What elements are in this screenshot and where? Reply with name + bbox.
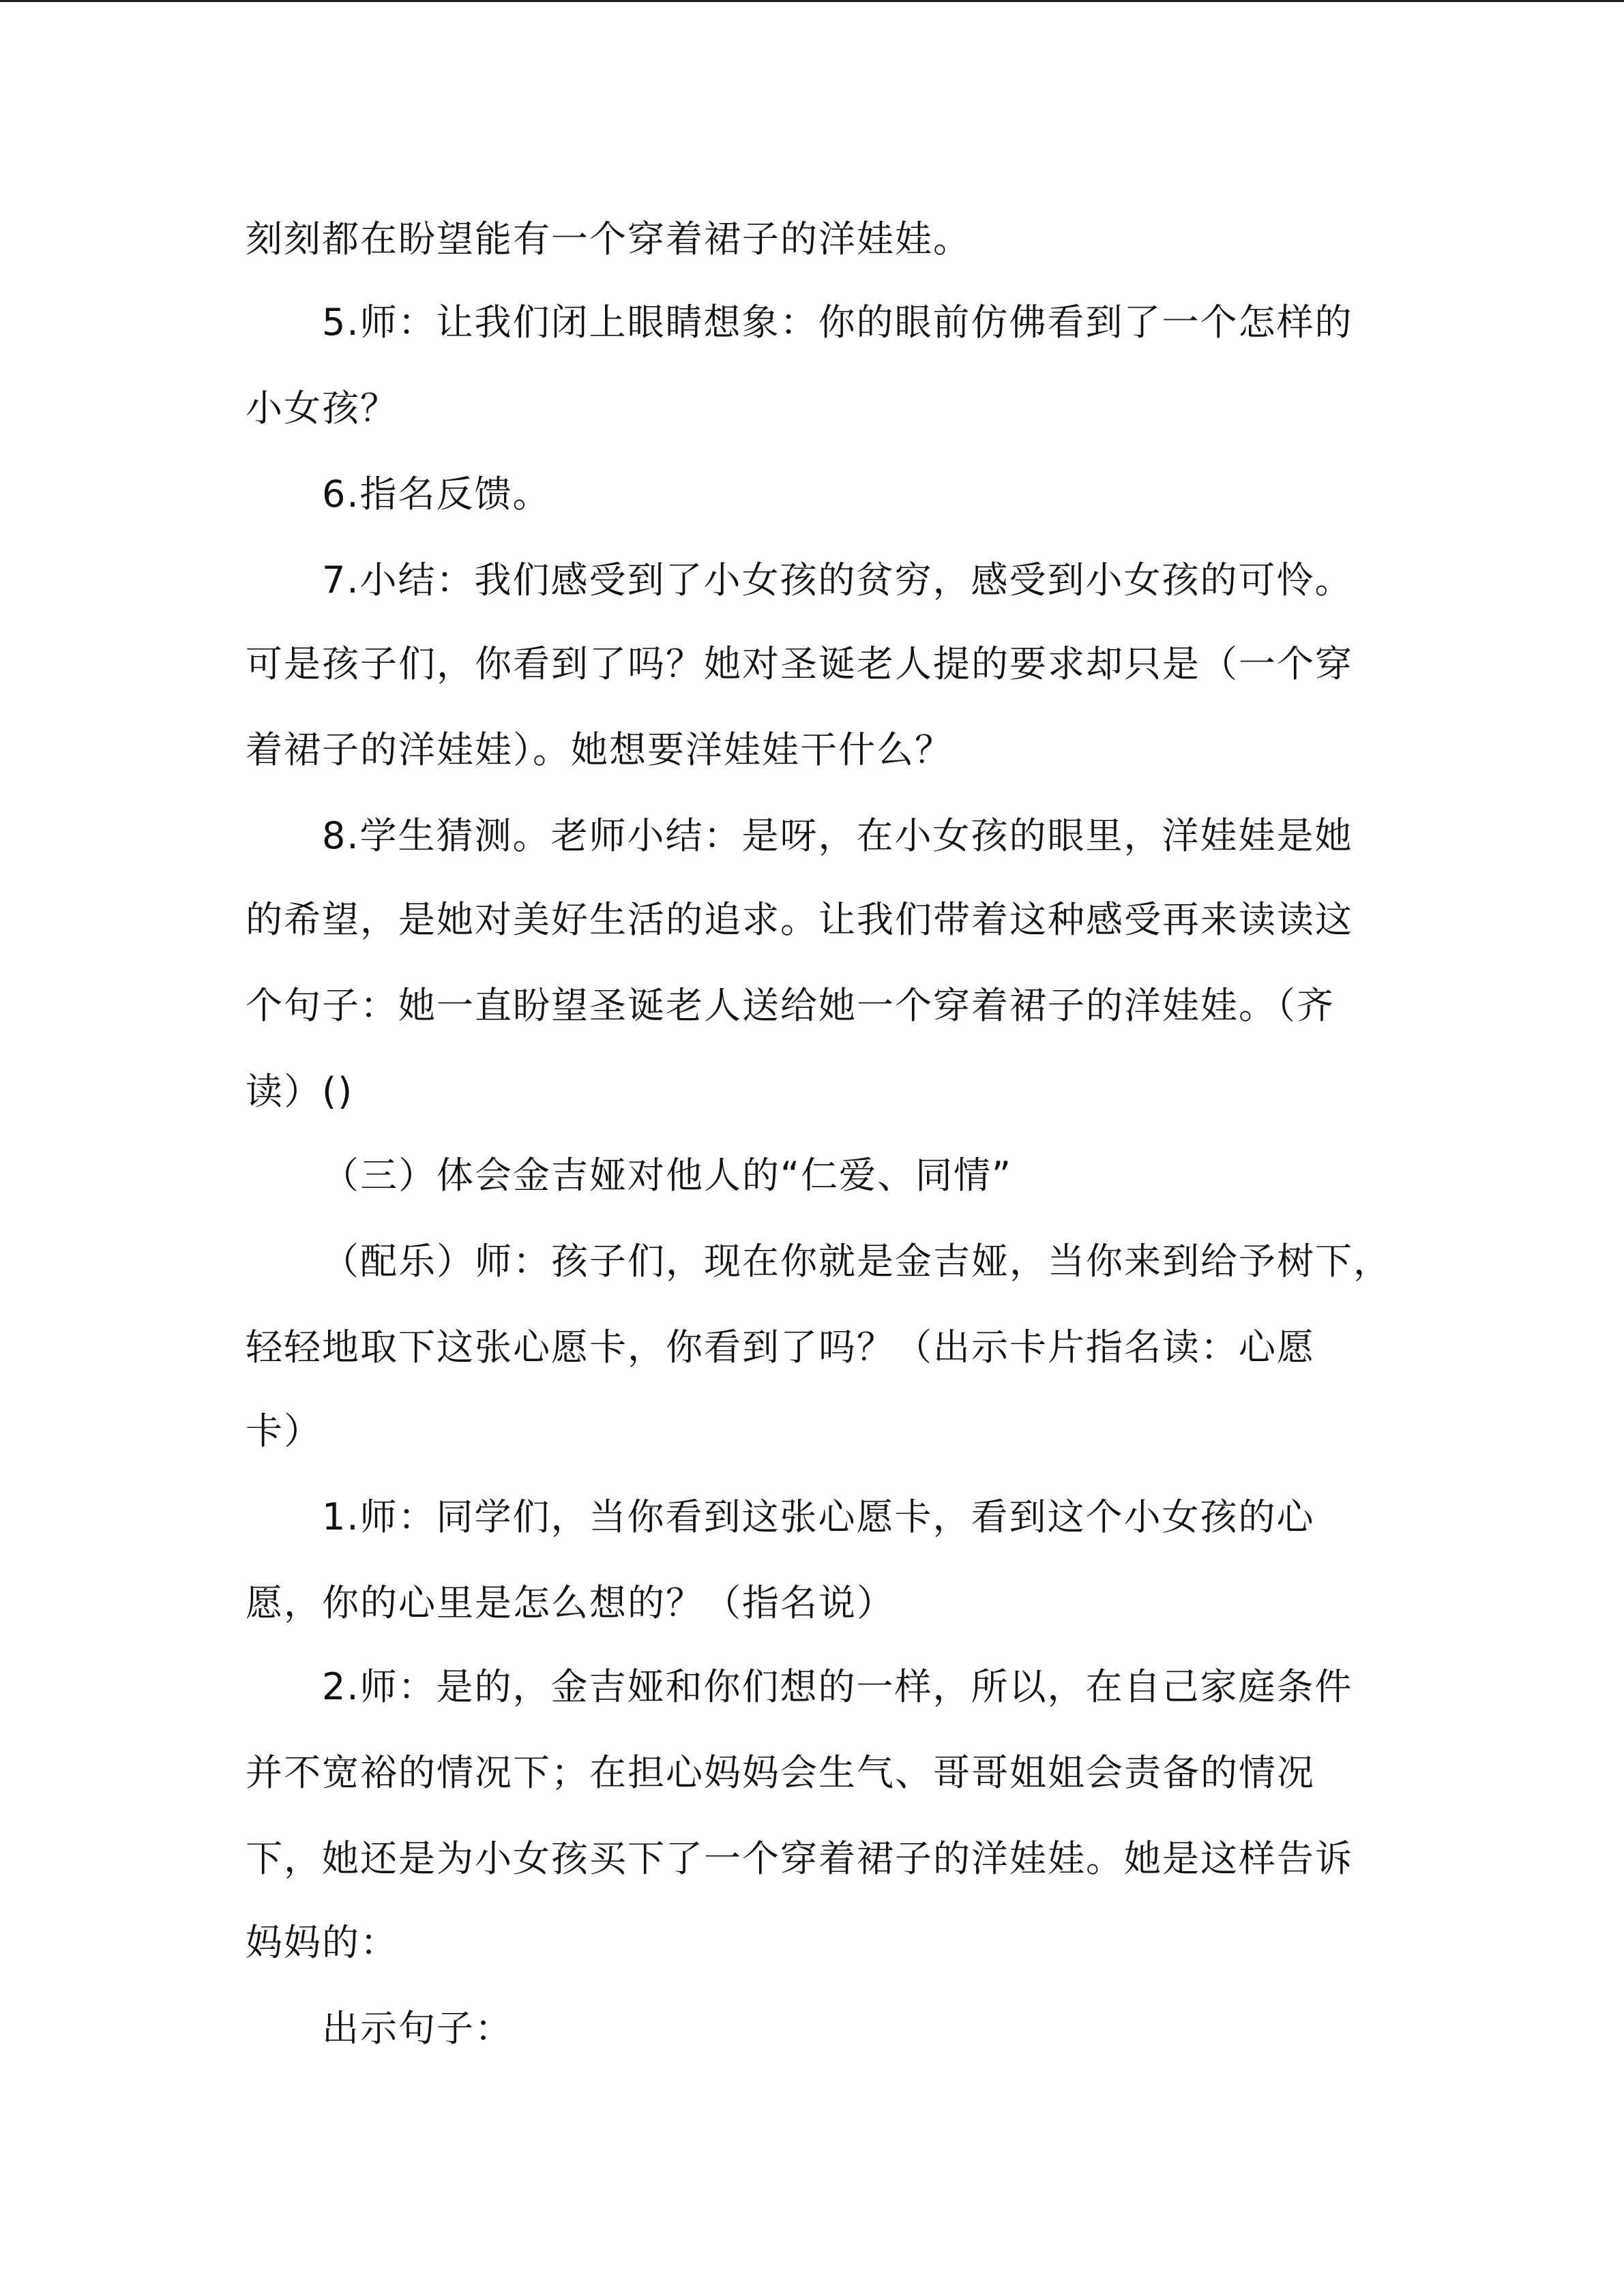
text-line: 7.小结：我们感受到了小女孩的贫穷，感受到小女孩的可怜。	[322, 558, 1353, 601]
text-line: 愿，你的心里是怎么想的？（指名说）	[246, 1581, 895, 1624]
text-line: 刻刻都在盼望能有一个穿着裙子的洋娃娃。	[246, 218, 971, 260]
text-line: （配乐）师：孩子们，现在你就是金吉娅，当你来到给予树下，	[322, 1240, 1391, 1283]
text-line: 可是孩子们，你看到了吗？她对圣诞老人提的要求却只是（一个穿	[246, 642, 1353, 685]
page-top-border	[0, 0, 1624, 2]
text-line: 下，她还是为小女孩买下了一个穿着裙子的洋娃娃。她是这样告诉	[246, 1837, 1353, 1880]
text-line: 2.师：是的，金吉娅和你们想的一样，所以，在自己家庭条件	[322, 1665, 1353, 1708]
text-line: 出示句子：	[322, 2007, 513, 2050]
text-line: 的希望，是她对美好生活的追求。让我们带着这种感受再来读读这	[246, 898, 1353, 941]
text-line: 小女孩？	[246, 387, 398, 430]
text-line: 卡）	[246, 1410, 322, 1452]
text-line: 6.指名反馈。	[322, 473, 551, 516]
text-line: 5.师：让我们闭上眼睛想象：你的眼前仿佛看到了一个怎样的	[322, 301, 1353, 344]
text-line: 轻轻地取下这张心愿卡，你看到了吗？（出示卡片指名读：心愿	[246, 1326, 1315, 1369]
text-line: 读）()	[246, 1070, 354, 1113]
text-line: 个句子：她一直盼望圣诞老人送给她一个穿着裙子的洋娃娃。（齐	[246, 984, 1335, 1027]
text-line: 妈妈的：	[246, 1921, 398, 1964]
text-line: 8.学生猜测。老师小结：是呀，在小女孩的眼里，洋娃娃是她	[322, 814, 1353, 857]
section-heading: （三）体会金吉娅对他人的“仁爱、同情”	[322, 1154, 1012, 1197]
text-line: 并不宽裕的情况下；在担心妈妈会生气、哥哥姐姐会责备的情况	[246, 1751, 1315, 1794]
text-line: 着裙子的洋娃娃）。她想要洋娃娃干什么？	[246, 728, 953, 771]
text-line: 1.师：同学们，当你看到这张心愿卡，看到这个小女孩的心	[322, 1495, 1315, 1538]
